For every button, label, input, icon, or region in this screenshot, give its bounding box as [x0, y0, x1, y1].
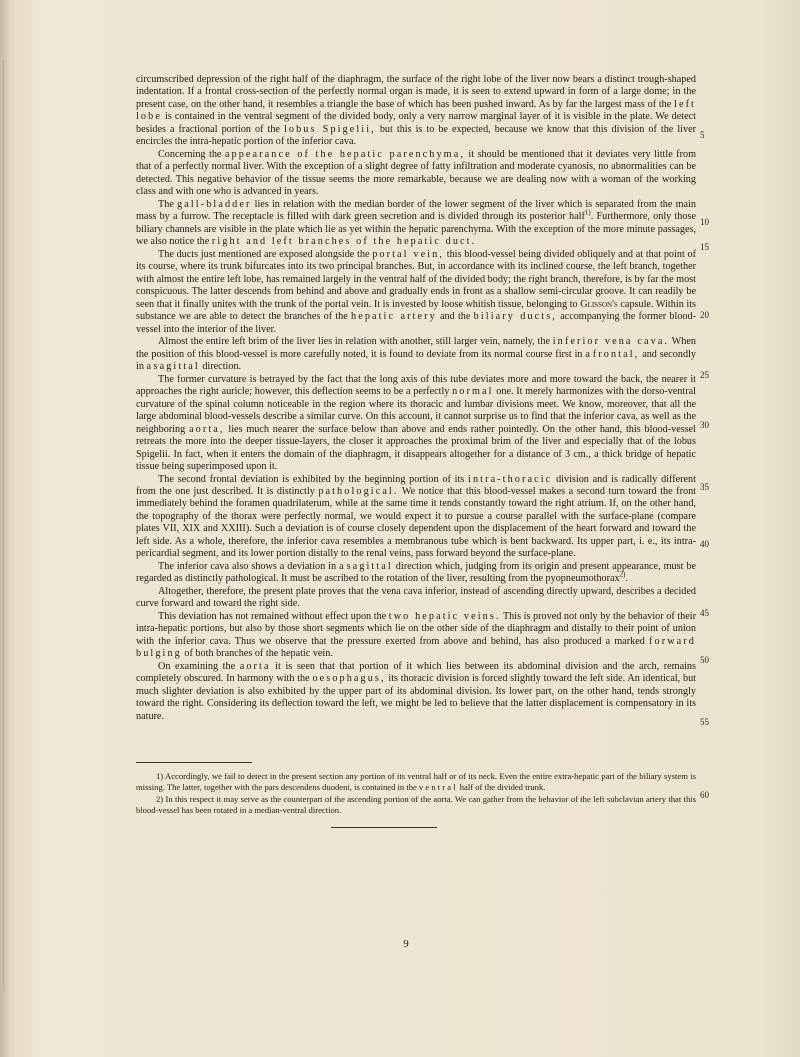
line-number-5: 5	[700, 130, 705, 140]
text-run: The ducts just mentioned are exposed alongside the	[158, 248, 373, 260]
paragraph	[136, 336, 696, 373]
spaced-emphasis: oesophagus,	[312, 673, 386, 685]
footnote-marker: 1)	[584, 208, 591, 217]
paragraph	[136, 374, 696, 474]
text-run: and secondly in a	[136, 348, 696, 373]
text-run: lies in relation with the median border of the lower segment of the liver which is separated from the main mass by a furrow. The receptacle is filled with dark green secretion and is divided through its posterior half	[136, 198, 696, 223]
footnote-marker: 2)	[619, 570, 626, 579]
text-run: lies much nearer the surface below than above and ends rather pointedly. On the other hand, this blood-vessel retreats the more into the deeper tissue-layers, the closer it approaches the proximal brim of the liver and especially that of the lobus Spigelii. In fact, when it enters the domain of the diaphragm, it disappears altogether for a distance of 3 cm., a thick bridge of hepatic tissue being superimposed upon it.	[136, 423, 697, 473]
text-run: On examining the	[158, 660, 240, 672]
spaced-emphasis: right and left branches of the hepatic duct.	[211, 236, 477, 248]
text-run: This deviation has not remained without effect upon the	[158, 610, 389, 622]
text-run: capsule. Within its substance we are able to detect the branches of the	[136, 298, 696, 323]
spaced-emphasis: aorta	[239, 660, 271, 672]
spaced-emphasis: sagittal	[346, 560, 393, 572]
line-number-60: 60	[700, 790, 709, 800]
footnotes	[136, 771, 696, 817]
line-number-45: 45	[700, 608, 709, 618]
text-run: this blood-vessel being divided obliquely and at that point of its course, where its trunk bifurcates into its two principal branches. But, in accordance with its inclined course, the left branch, together with almost the entire left lobe, has remained largely in the ventral half of the divided body; the right branch, therefore, is by far the most conspicuous. The latter descends from behind and above and gradually ends in front as a shallow semi-circular groove. It can readily be seen that it finally unites with the trunk of the portal vein. It is invested by loose whitish tissue, belonging to	[136, 248, 696, 310]
spaced-emphasis: ventral	[419, 781, 458, 792]
text-run: The	[158, 198, 178, 210]
line-number-15: 15	[700, 242, 709, 252]
text-run: We notice that this blood-vessel makes a second turn toward the front immediately behind the foramen quadrilaterum, while at the same time it tends constantly toward the right atrium. If, on the other hand, the topography of the thorax were perfectly normal, we would expect it to pursue a course parallel with the surface-plane (compare plates VII, XIX and XXIII). Such a deviation is of course closely dependent upon the displacement of the heart forward and toward the left side. As a whole, therefore, the inferior cava resembles a membranous tube which is bent backward. Its upper part, i. e., its intra-pericardial segment, and its lower portion distally to the renal veins, pass forward beyond the surface-plane.	[136, 485, 696, 560]
text-run: . Furthermore, only those biliary channels are visible in the plate which lie as yet within the hepatic parenchyma. With the exception of the more minute passages, we also notice the	[136, 211, 696, 248]
spaced-emphasis: pathological.	[318, 485, 399, 497]
spaced-emphasis: forward bulging	[136, 635, 696, 660]
spaced-emphasis: appearance of the hepatic parenchyma,	[224, 148, 465, 160]
binding-edge	[0, 0, 9, 1057]
paragraph	[136, 561, 696, 586]
paragraph	[136, 74, 696, 149]
spaced-emphasis: intra-thoracic	[468, 473, 553, 485]
spaced-emphasis: aorta,	[189, 423, 225, 435]
text-run: it is seen that that portion of it which lies between its abdominal division and the arch, remains completely obscured. In harmony with the	[136, 660, 696, 685]
spaced-emphasis: two hepatic veins.	[388, 610, 501, 622]
text-run: direction which, judging from its origin and present appearance, must be regarded as distinctly pathological. It must be ascribed to the rotation of the liver, resulting from the pyopneumothorax	[136, 560, 697, 585]
footnote	[136, 794, 696, 815]
text-run: and the	[436, 311, 474, 323]
spaced-emphasis: normal	[452, 386, 494, 398]
spaced-emphasis: biliary ducts,	[473, 311, 557, 323]
line-number-55: 55	[700, 717, 709, 727]
line-number-20: 20	[700, 310, 709, 320]
spaced-emphasis: left lobe	[136, 98, 696, 123]
text-run: The inferior cava also shows a deviation in a	[158, 560, 347, 572]
paragraph	[136, 249, 696, 336]
spaced-emphasis: portal vein,	[372, 248, 445, 260]
footnote	[136, 771, 696, 792]
text-run: When the position of this blood-vessel is more carefully noted, it is found to deviate from its normal course first in a	[136, 336, 697, 360]
text-run: The second frontal deviation is exhibited by the beginning portion of its	[158, 473, 469, 485]
spaced-emphasis: frontal,	[592, 348, 640, 360]
text-run: Concerning the	[158, 148, 225, 160]
paragraph	[136, 199, 696, 249]
text-run: its thoracic division is forced slightly toward the left side. An identical, but much slighter deviation is also exhibited by the upper part of its abdominal division. Its lower part, on the other hand, tends strongly toward the right. Considering its deflection toward the left, we might be led to believe that the latter displacement is compensatory in its nature.	[136, 673, 697, 722]
text-run: one. It merely harmonizes with the dorso-ventral curvature of the spinal column noticeable in the region where its thoracic and lumbar divisions meet. We know, moreover, that all the large abdominal blood-vessels describe a similar curve. On this account, it cannot surprise us to find that the inferior cava, as well as the neighboring	[136, 386, 696, 435]
spaced-emphasis: lobus Spigelii,	[283, 123, 376, 135]
text-run: direction.	[199, 361, 242, 373]
footnote-rule	[136, 762, 252, 763]
paragraph	[136, 474, 696, 561]
text-run: 1) Accordingly, we fail to detect in the present section any portion of its ventral half or of its neck. Even the entire extra-hepatic part of the biliary system is missing. The latter, together with the pars descendens duodeni, is contained in the	[136, 771, 696, 792]
page-number: 9	[403, 938, 409, 950]
line-number-30: 30	[700, 420, 709, 430]
paragraph	[136, 661, 696, 723]
text-run: division and is radically different from the one just described. It is distinctly	[136, 473, 696, 497]
line-number-25: 25	[700, 370, 709, 380]
paragraph	[136, 611, 696, 661]
line-number-35: 35	[700, 482, 709, 492]
text-run: half of the divided trunk.	[457, 781, 546, 792]
line-number-10: 10	[700, 217, 709, 227]
spaced-emphasis: sagittal	[153, 361, 200, 373]
text-run: 2) In this respect it may serve as the counterpart of the ascending portion of the aorta. We can gather from the behavior of the left subclavian artery that this blood-vessel has been rotated in a median-ventral direction.	[136, 794, 696, 815]
paragraph	[136, 149, 696, 199]
small-caps-name: Glisson's	[580, 298, 618, 310]
text-run: but this is to be expected, because we know that this division of the liver encircles the intra-hepatic portion of the inferior cava.	[136, 123, 696, 148]
end-rule	[331, 827, 437, 828]
text-run: circumscribed depression of the right half of the diaphragm, the surface of the right lobe of the liver now bears a distinct trough-shaped indentation. If a frontal cross-section of the perfectly normal organ is made, it is seen to extend upward in form of a large dome; in the present case, on the other hand, it resembles a triangle the base of which has been pushed inward. As by far the largest mass of the	[136, 74, 696, 110]
body-text	[136, 74, 696, 723]
text-run: .	[625, 573, 629, 585]
text-run: of both branches of the hepatic vein.	[181, 648, 333, 660]
text-run: The former curvature is betrayed by the fact that the long axis of this tube deviates more and more toward the back, the nearer it approaches the right auricle; however, this deflection seems to be a perfectly	[136, 373, 696, 398]
spaced-emphasis: gall-bladder	[177, 198, 252, 210]
text-run: This is proved not only by the behavior of their intra-hepatic portions, but also by those short segments which lie on the other side of the diaphragm and distally to their point of union with the inferior cava. Thus we observe that the pressure exerted from above and behind, has also produced a marked	[136, 610, 697, 647]
spaced-emphasis: inferior vena cava.	[552, 336, 670, 348]
text-run: is contained in the ventral segment of the divided body, only a very narrow marginal layer of it is visible in the plate. We detect besides a fractional portion of the	[136, 111, 696, 135]
paragraph	[136, 586, 696, 611]
text-run: Altogether, therefore, the present plate proves that the vena cava inferior, instead of ascending directly upward, describes a decided curve forward and toward the right side.	[136, 585, 696, 610]
line-number-50: 50	[700, 655, 709, 665]
text-run: Almost the entire left brim of the liver lies in relation with another, still larger vein, namely, the	[158, 336, 553, 348]
text-run: it should be mentioned that it deviates very little from that of a perfectly normal liver. With the exception of a slight degree of fatty infiltration and moderate cyanosis, no abnormalities can be detected. This negative behavior of the tissue seems the more remarkable, because we are dealing now with a woman of the working class and with one who is advanced in years.	[136, 148, 696, 198]
spaced-emphasis: hepatic artery	[351, 311, 437, 323]
line-number-40: 40	[700, 539, 709, 549]
text-run: accompanying the former blood-vessel into the interior of the liver.	[136, 311, 696, 335]
